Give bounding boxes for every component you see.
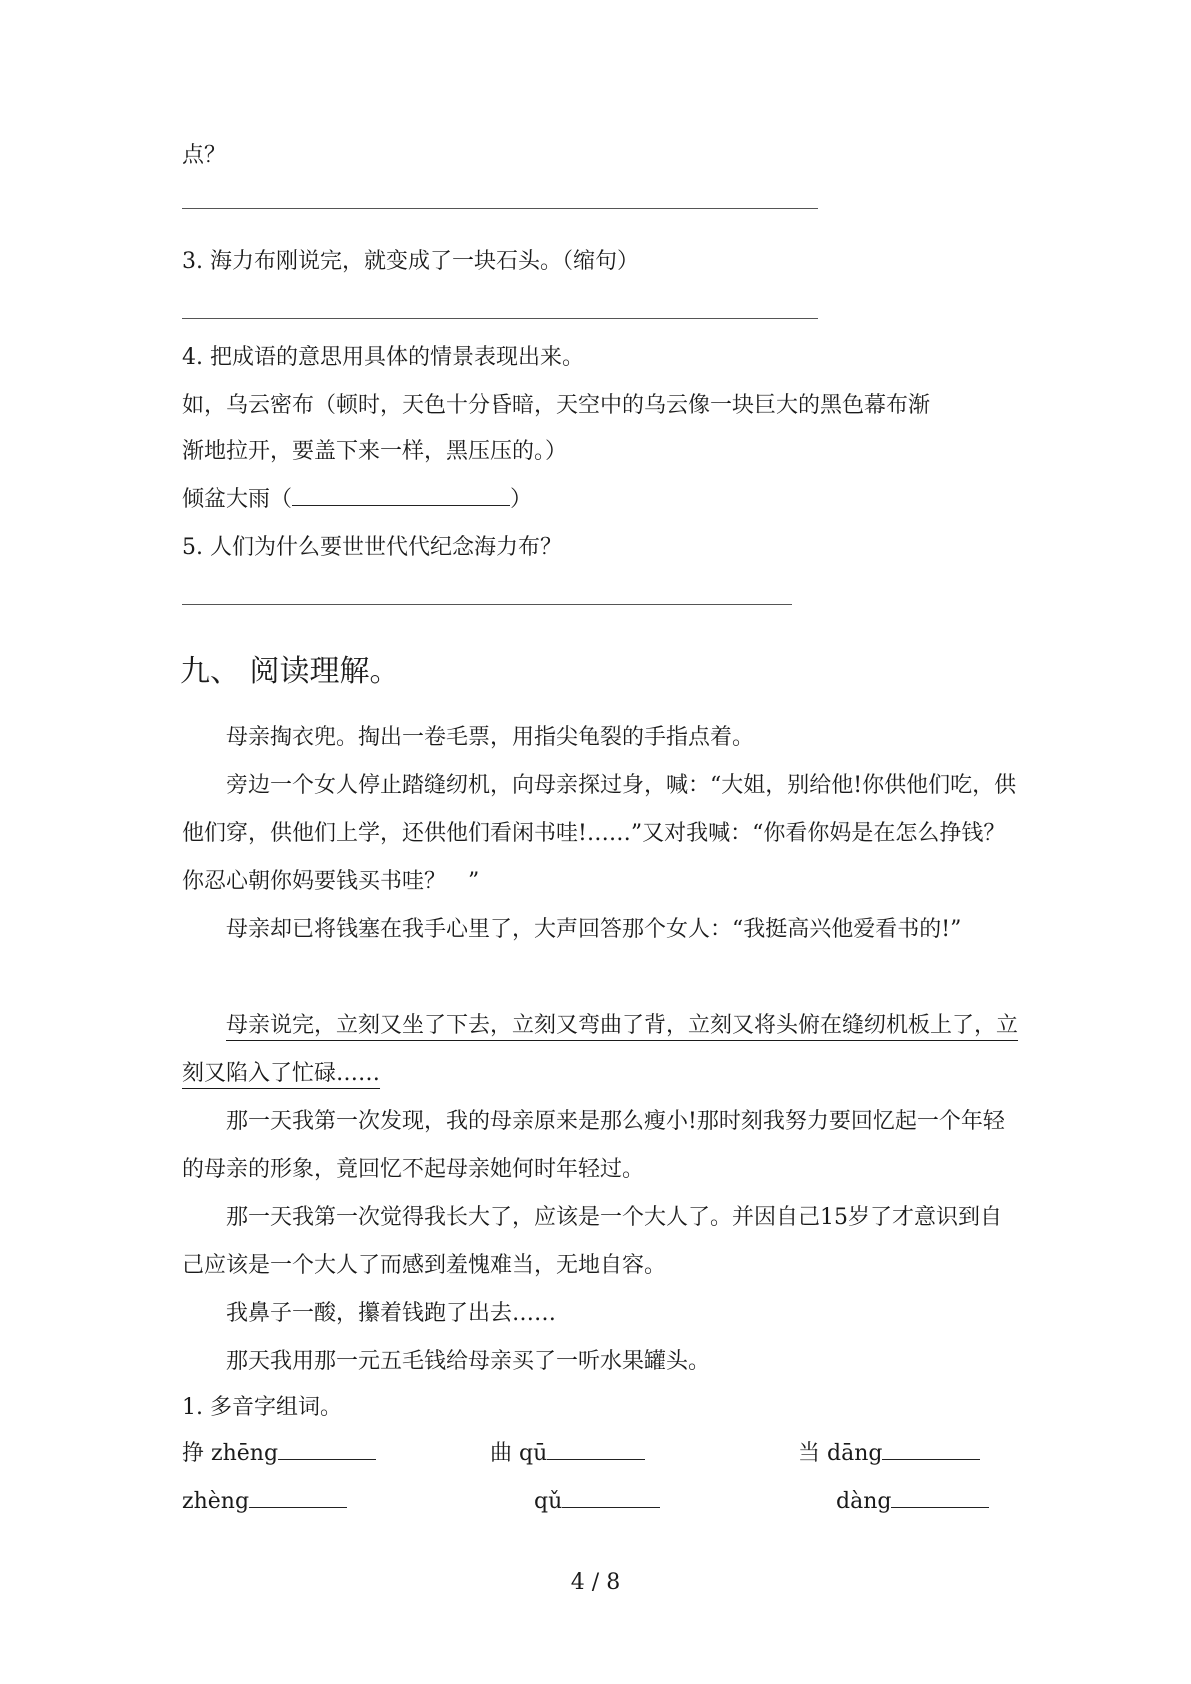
question-4-example-line-2: 渐地拉开，要盖下来一样，黑压压的。） [182,439,568,464]
question-3: 3. 海力布刚说完，就变成了一块石头。（缩句） [182,249,639,274]
passage-paragraph-2: 旁边一个女人停止踏缝纫机，向母亲探过身，喊：“大姐，别给他!你供他们吃，供他们穿，供他们上学，还供他们看闲书哇!……”又对我喊：“你看你妈是在怎么挣钱？ 你忍心朝你妈要钱买书哇？ ” [182,773,1028,894]
polyphone-2-row-1 [490,1438,645,1470]
task-prefix: 倾盆大雨（ [182,487,293,512]
polyphone-reading: dāng [827,1441,883,1466]
polyphone-2-row-2 [534,1486,660,1518]
answer-line-1[interactable] [182,208,818,209]
polyphone-blank[interactable] [891,1487,989,1508]
passage-paragraph-5: 那一天我第一次发现，我的母亲原来是那么瘦小!那时刻我努力要回忆起一个年轻的母亲的形象，竟回忆不起母亲她何时年轻过。 [182,1109,1005,1182]
polyphone-reading: zhēng [211,1441,279,1466]
question-4: 4. 把成语的意思用具体的情景表现出来。 [182,345,584,370]
polyphone-blank[interactable] [882,1439,980,1460]
passage-paragraph-8: 那天我用那一元五毛钱给母亲买了一听水果罐头。 [226,1349,711,1374]
polyphone-1-row-2 [182,1486,347,1518]
polyphone-blank[interactable] [278,1439,376,1460]
passage-paragraph-7: 我鼻子一酸，攥着钱跑了出去…… [226,1301,557,1326]
task-suffix: ） [510,487,533,512]
passage-paragraph-1: 母亲掏衣兜。掏出一卷毛票，用指尖龟裂的手指点着。 [226,725,755,750]
polyphone-3-row-2 [836,1486,989,1518]
question-tail: 点？ [182,143,227,168]
polyphone-reading: zhèng [182,1489,250,1514]
polyphone-blank[interactable] [562,1487,660,1508]
task-blank[interactable] [292,485,510,506]
polyphone-3-row-1 [798,1438,980,1470]
question-5: 5. 人们为什么要世世代代纪念海力布？ [182,535,562,560]
polyphone-1-row-1 [182,1438,376,1470]
question-4-example-line-1: 如，乌云密布（顿时，天色十分昏暗，天空中的乌云像一块巨大的黑色幕布渐 [182,393,931,418]
answer-line-2[interactable] [182,318,818,319]
polyphone-reading: qǔ [534,1489,563,1514]
passage-paragraph-6: 那一天我第一次觉得我长大了，应该是一个大人了。并因自己15岁了才意识到自己应该是一个大人了而感到羞愧难当，无地自容。 [182,1205,1002,1278]
section-title: 九、 阅读理解。 [180,654,400,689]
polyphone-reading: qū [519,1441,548,1466]
question-4-task [182,484,532,516]
question-1: 1. 多音字组词。 [182,1395,342,1420]
passage-paragraph-4 [182,1002,1022,1098]
passage-paragraph-3: 母亲却已将钱塞在我手心里了，大声回答那个女人：“我挺高兴他爱看书的!” [226,917,962,942]
polyphone-blank[interactable] [249,1487,347,1508]
answer-line-3[interactable] [182,604,792,605]
polyphone-reading: dàng [836,1489,892,1514]
polyphone-blank[interactable] [547,1439,645,1460]
polyphone-char: 挣 [182,1441,205,1466]
underlined-sentence: 母亲说完，立刻又坐了下去，立刻又弯曲了背，立刻又将头俯在缝纫机板上了，立刻又陷入了忙碌…… [182,1013,1019,1086]
polyphone-char: 当 [798,1441,821,1466]
page-number: 4 / 8 [570,1570,621,1595]
polyphone-char: 曲 [490,1441,513,1466]
